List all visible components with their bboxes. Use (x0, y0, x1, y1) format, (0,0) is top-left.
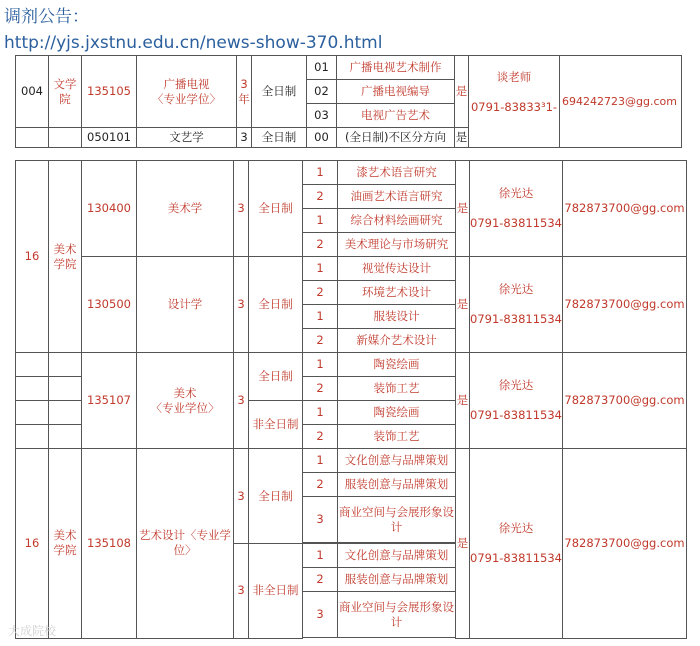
major-code: 135108 (82, 449, 137, 639)
direction-name: 环境艺术设计 (338, 281, 456, 305)
table-literature (15, 55, 682, 148)
direction-no: 1 (303, 161, 338, 185)
major-code: 135105 (82, 56, 137, 128)
direction-name: 陶瓷绘画 (338, 353, 456, 377)
major-code: 130500 (82, 257, 137, 353)
study-mode: 全日制 (252, 128, 307, 148)
college-name: 文学院 (49, 56, 82, 128)
table-row (16, 353, 687, 377)
direction-no: 2 (303, 329, 338, 353)
study-years: 3 (234, 353, 249, 449)
direction-no: 1 (303, 353, 338, 377)
direction-name: 文化创意与品牌策划 (338, 544, 456, 568)
direction-name: 装饰工艺 (338, 425, 456, 449)
major-name: 美术 〈专业学位〉 (137, 353, 234, 449)
accept-adjustment: 是 (456, 449, 470, 639)
direction-no: 1 (303, 257, 338, 281)
direction-no: 2 (303, 281, 338, 305)
contact-info: 徐光达 0791-83811534 (470, 257, 563, 353)
study-years: 3 年 (237, 56, 252, 128)
study-mode: 全日制 (249, 353, 303, 401)
direction-no: 1 (303, 305, 338, 329)
direction-name: 电视广告艺术 (337, 104, 455, 128)
contact-email[interactable]: 782873700@gg.com (563, 161, 687, 257)
table-row (16, 56, 682, 80)
direction-no: 2 (303, 377, 338, 401)
study-mode: 非全日制 (249, 401, 303, 449)
contact-email[interactable]: 694242723@gg.com (560, 56, 682, 148)
direction-name: (全日制)不区分方向 (337, 128, 455, 148)
page-header (4, 4, 382, 56)
direction-no: 00 (307, 128, 337, 148)
contact-email[interactable]: 782873700@gg.com (563, 353, 687, 449)
direction-no: 02 (307, 80, 337, 104)
college-code: 004 (16, 56, 49, 128)
direction-no: 03 (307, 104, 337, 128)
contact-email[interactable]: 782873700@gg.com (563, 257, 687, 353)
major-name: 美术学 (137, 161, 234, 257)
major-code: 130400 (82, 161, 137, 257)
contact-info: 谈老师 0791-83833³1- (469, 56, 560, 148)
college-code: 16 (16, 449, 49, 639)
major-name: 文艺学 (137, 128, 237, 148)
direction-no: 2 (303, 185, 338, 209)
direction-no: 2 (303, 425, 338, 449)
table-row (16, 161, 687, 185)
source-link[interactable]: http://yjs.jxstnu.edu.cn/news-show-370.html (4, 33, 383, 53)
direction-no: 1 (303, 449, 338, 473)
table-row (16, 449, 687, 473)
accept-adjustment: 是 (456, 353, 470, 449)
direction-no: 1 (303, 209, 338, 233)
study-mode: 全日制 (249, 257, 303, 353)
study-years: 3 (237, 128, 252, 148)
contact-info: 徐光达 0791-83811534 (470, 161, 563, 257)
table-row (16, 257, 687, 281)
direction-name: 服装创意与品牌策划 (338, 568, 456, 592)
direction-name: 视觉传达设计 (338, 257, 456, 281)
direction-name: 美术理论与市场研究 (338, 233, 456, 257)
direction-no: 2 (303, 233, 338, 257)
accept-adjustment: 是 (455, 128, 469, 148)
study-years: 3 (234, 257, 249, 353)
direction-name: 漆艺术语言研究 (338, 161, 456, 185)
direction-name: 服装设计 (338, 305, 456, 329)
direction-name: 商业空间与会展形象设 计 (338, 592, 456, 638)
direction-name: 商业空间与会展形象设 计 (338, 497, 456, 543)
study-mode: 非全日制 (249, 544, 303, 639)
direction-name: 新媒介艺术设计 (338, 329, 456, 353)
college-code: 16 (16, 161, 49, 353)
direction-no: 1 (303, 401, 338, 425)
study-mode: 全日制 (249, 449, 303, 544)
direction-name: 陶瓷绘画 (338, 401, 456, 425)
accept-adjustment: 是 (456, 257, 470, 353)
contact-info: 徐光达 0791-83811534 (470, 353, 563, 449)
direction-no: 2 (303, 568, 338, 592)
accept-adjustment: 是 (455, 56, 469, 128)
study-mode: 全日制 (252, 56, 307, 128)
major-code: 135107 (82, 353, 137, 449)
direction-name: 广播电视艺术制作 (337, 56, 455, 80)
direction-name: 综合材料绘画研究 (338, 209, 456, 233)
contact-info: 徐光达 0791-83811534 (470, 449, 563, 639)
direction-name: 装饰工艺 (338, 377, 456, 401)
direction-no: 2 (303, 473, 338, 497)
major-name: 设计学 (137, 257, 234, 353)
table-fine-arts (15, 160, 687, 639)
direction-no: 01 (307, 56, 337, 80)
major-name: 艺术设计〈专业学 位〉 (137, 449, 234, 639)
study-years: 3 (234, 449, 249, 544)
contact-email[interactable]: 782873700@gg.com (563, 449, 687, 639)
page-title: 调剂公告： (4, 7, 89, 27)
study-mode: 全日制 (249, 161, 303, 257)
direction-no: 3 (303, 592, 338, 638)
accept-adjustment: 是 (456, 161, 470, 257)
study-years: 3 (234, 161, 249, 257)
study-years: 3 (234, 544, 249, 639)
direction-name: 广播电视编导 (337, 80, 455, 104)
watermark: 大成院校 (8, 624, 57, 638)
direction-no: 1 (303, 544, 338, 568)
major-code: 050101 (82, 128, 137, 148)
direction-name: 文化创意与品牌策划 (338, 449, 456, 473)
college-name: 美术 学院 (49, 449, 82, 639)
direction-name: 服装创意与品牌策划 (338, 473, 456, 497)
college-name: 美术 学院 (49, 161, 82, 353)
direction-name: 油画艺术语言研究 (338, 185, 456, 209)
major-name: 广播电视 〈专业学位〉 (137, 56, 237, 128)
direction-no: 3 (303, 497, 338, 543)
